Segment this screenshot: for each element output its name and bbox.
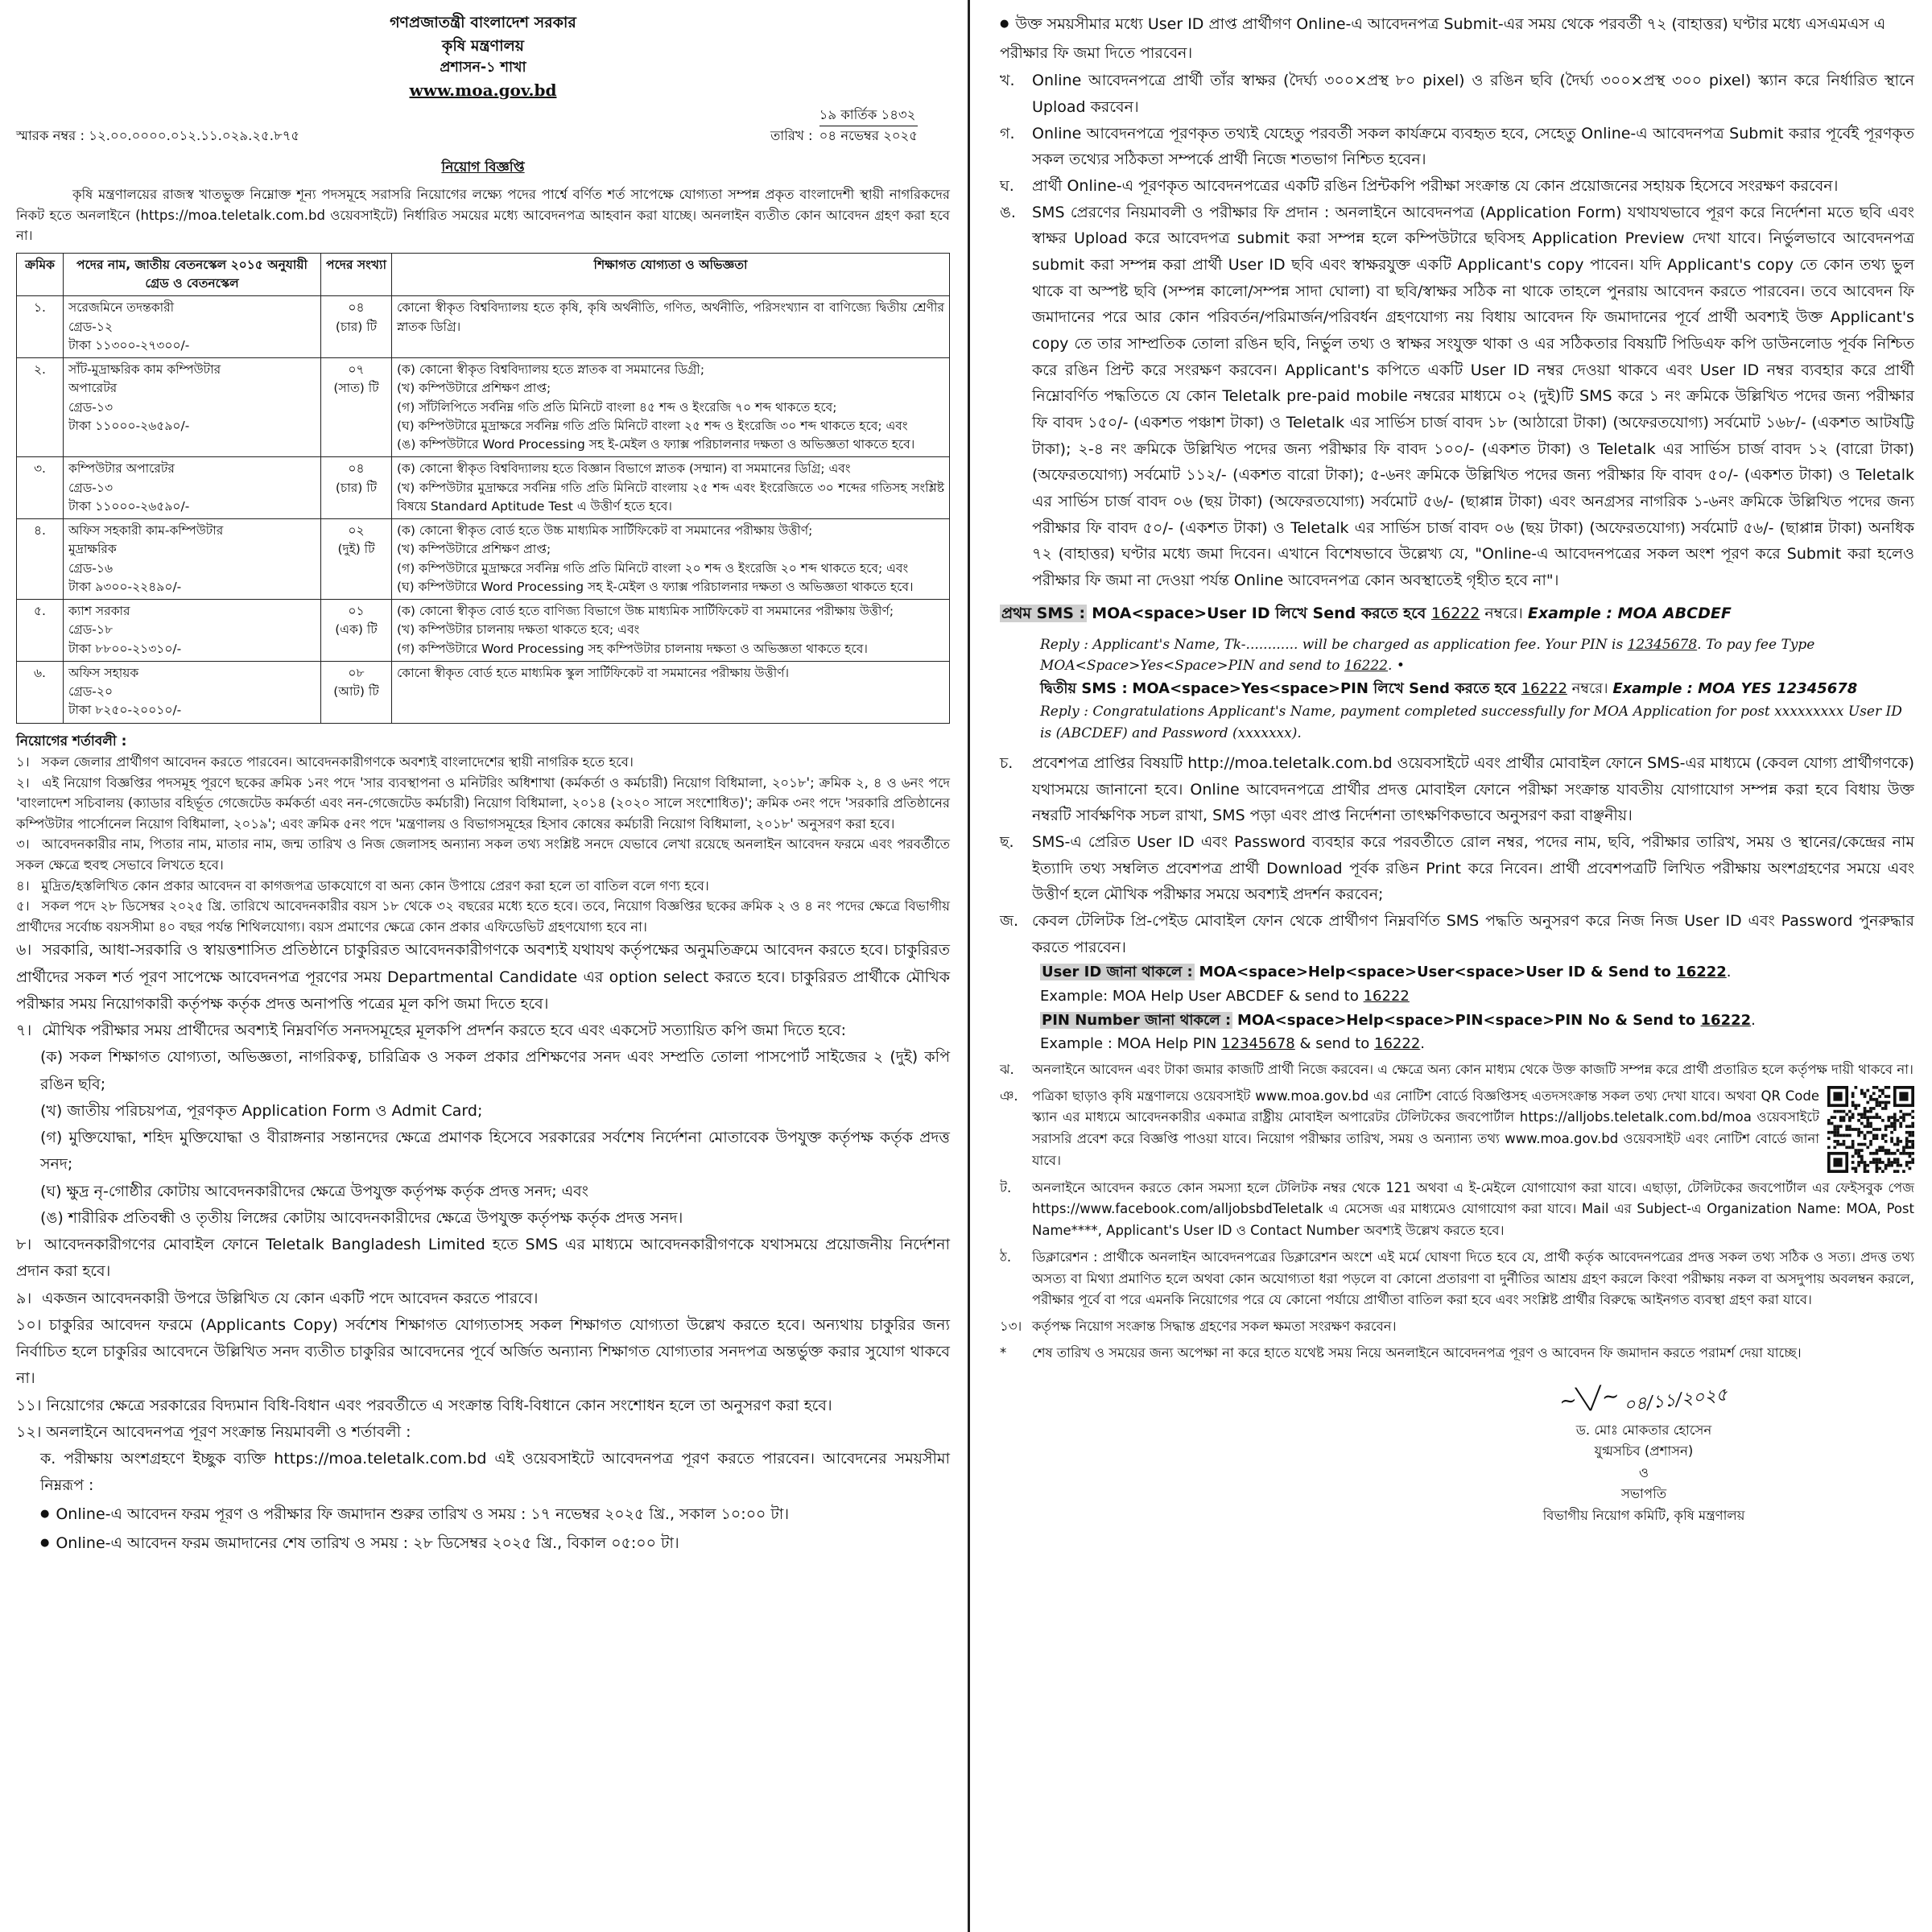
condition-item-number: ৮। xyxy=(16,1236,32,1253)
table-row xyxy=(17,296,950,358)
qualification-line: (খ) কম্পিউটারে প্রশিক্ষণ প্রাপ্ত; xyxy=(397,542,551,557)
signatory-designation: যুগ্মসচিব (প্রশাসন) xyxy=(1594,1443,1694,1459)
misc-rule xyxy=(1000,1247,1914,1311)
misc-rule-text: কর্তৃপক্ষ নিয়োগ সংক্রান্ত সিদ্ধান্ত গ্রহণের সকল ক্ষমতা সংরক্ষণ করবেন। xyxy=(1032,1319,1397,1335)
online-rule-ka: ক. পরীক্ষায় অংশগ্রহণে ইচ্ছুক ব্যক্তি https://moa.teletalk.com.bd এই ওয়েবসাইটে আবেদনপত্র পূরণ করতে পারবেন। আবেদনের সময়সীমা নিম্নরূপ : xyxy=(40,1450,950,1495)
condition-item-number: ১। xyxy=(16,754,30,770)
qualification-cell xyxy=(392,661,950,723)
online-rule-number: খ. xyxy=(1000,72,1015,90)
post-serial: ২. xyxy=(17,358,64,457)
qualification-line: (খ) কম্পিউটার মুদ্রাক্ষরে সর্বনিম্ন গতি প্রতি মিনিটে বাংলায় ২৫ শব্দ এবং ইংরেজিতে ৩০ শব্দের গতিসহ সংশ্লিষ্ট বিষয়ে Standard Aptitude Test এ উত্তীর্ণ হতে হবে। xyxy=(397,480,944,514)
header-post-count: পদের সংখ্যা xyxy=(321,253,392,296)
condition-item-number: ১২। xyxy=(16,1422,42,1441)
condition-item-text: অনলাইনে আবেদনপত্র পূরণ সংক্রান্ত নিয়মাবলী ও শর্তাবলী : xyxy=(46,1422,411,1441)
table-row xyxy=(17,457,950,519)
post-name-line: গ্রেড-১৬ xyxy=(68,560,114,576)
post-count-line: ০২ xyxy=(348,523,365,539)
admit-rule xyxy=(1000,829,1914,908)
misc-rule-text: অনলাইনে আবেদন করতে কোন সমস্যা হলে টেলিটক নম্বর থেকে 121 অথবা এ ই-মেইলে যোগাযোগ করা যাবে। এছাড়া, টেলিটকের জবপোর্টাল এর ফেইসবুক পেজ https://www.facebook.com/alljobsbdTeletalk এ মেসেজ এর মাধ্যমেও যোগাযোগ করা যাবে। Mail এর Subject-এ Organization Name: MOA, Post Name****, Applicant's User ID ও Contact Number অবশ্যই উল্লেখ করতে হবে। xyxy=(1032,1179,1914,1239)
qualification-cell xyxy=(392,457,950,519)
qualification-cell xyxy=(392,296,950,358)
admit-rule xyxy=(1000,750,1914,829)
condition-item-text: আবেদনকারীর নাম, পিতার নাম, মাতার নাম, জন্ম তারিখ ও নিজ জেলাসহ অন্যান্য সকল তথ্য সংশ্লিষ্ট সনদে যেভাবে লেখা রয়েছে অনলাইন আবেদন ফরমে এবং পরবর্তীতে সকল ক্ষেত্রে হুবহু সেভাবে লিখতে হবে। xyxy=(16,836,950,873)
govt-name: গণপ্রজাতন্ত্রী বাংলাদেশ সরকার xyxy=(390,14,576,31)
qualification-line: (ক) কোনো স্বীকৃত বোর্ড হতে উচ্চ মাধ্যমিক সার্টিফিকেট বা সমমানের পরীক্ষায় উত্তীর্ণ; xyxy=(397,523,813,539)
post-name-line: অফিস সহায়ক xyxy=(68,665,139,680)
online-rule xyxy=(1000,68,1914,120)
posts-table-body xyxy=(17,296,950,723)
post-serial: ৪. xyxy=(17,519,64,600)
qualification-line: (ক) কোনো স্বীকৃত বিশ্ববিদ্যালয় হতে বিজ্ঞান বিভাগে স্নাতক (সম্মান) বা সমমানের ডিগ্রি; এবং xyxy=(397,461,851,477)
online-rule-text: SMS প্রেরণের নিয়মাবলী ও পরীক্ষার ফি প্রদান : অনলাইনে আবেদনপত্র (Application Form) যথাযথভাবে পূরণ করে নির্দেশনা মতে ছবি এবং স্বাক্ষর Upload করে আবেদপত্র submit করা সম্পন্ন হলে কম্পিউটারে ছবিসহ Application Preview দেখা যাবে। নির্ভুলভাবে আবেদনপত্র submit করা সম্পন্ন করা প্রার্থী User ID ছবি এবং স্বাক্ষরযুক্ত একটি Applicant's copy পাবেন। যদি Applicant's copy তে কোন তথ্য ভুল থাকে বা অস্পষ্ট ছবি (সম্পন্ন কালো/সম্পন্ন সাদা ঘোলা) বা ছবি/স্বাক্ষর সঠিক না থাকে তাহলে পুনরায় আবেদন করতে পারবেন। তবে আবেদন ফি জমাদানের পরে আর কোন পরিবর্তন/পরিমার্জন/পরিবর্ধন গ্রহণযোগ্য নয় বিধায় আবেদন ফি জমাদানের পূর্বে প্রার্থী অবশ্যই উক্ত Applicant's copy তে তার সাম্প্রতিক তোলা রঙিন ছবি, নির্ভুল তথ্য ও স্বাক্ষর সংযুক্ত থাকা ও এর সঠিকতার বিষয়টি পিডিএফ কপি ডাউনলোড পূর্বক নিশ্চিত করে রঙিন প্রিন্ট করে সংরক্ষণ করবেন। Applicant's কপিতে একটি User ID নম্বর দেওয়া থাকবে এবং User ID নম্বর ব্যবহার করে প্রার্থী নিম্নোবর্ণিত পদ্ধতিতে যে কোন Teletalk pre-paid mobile নম্বরের মাধ্যমে ০২ (দুই)টি SMS করে ১ নং ক্রমিকে উল্লিখিত পদের জন্য পরীক্ষার ফি বাবদ ১৫০/- (একশত পঞ্চাশ টাকা) ও Teletalk এর সার্ভিস চার্জ বাবদ ১৮ (আঠারো টাকা) (অফেরতযোগ্য) সর্বমোট ১৬৮/- (একশত আটষট্টি টাকা); ২-৪ নং ক্রমিকে উল্লিখিত পদের জন্য পরীক্ষার ফি বাবদ ১০০/- (একশত টাকা) ও Teletalk এর সার্ভিস চার্জ বাবদ ১২ (বারো টাকা) (অফেরতযোগ্য) সর্বমোট ১১২/- (একশত বারো টাকা); ৫-৬নং ক্রমিকে উল্লিখিত পদের জন্য পরীক্ষার ফি বাবদ ৫০/- (একশত টাকা) ও Teletalk এর সার্ভিস চার্জ বাবদ ০৬ (ছয় টাকা) (অফেরতযোগ্য) সর্বমোট ৫৬/- (ছাপ্পান্ন টাকা) এবং অনগ্রসর নাগরিক ১-৬নং ক্রমিকে উল্লিখিত পদের জন্য পরীক্ষার ফি বাবদ ৫০/- (একশত টাকা) ও Teletalk এর সার্ভিস চার্জ বাবদ ০৬ (ছয় টাকা) (অফেরতযোগ্য) সর্বমোট ৫৬/- (ছাপ্পান্ন টাকা) অনধিক ৭২ (বাহাত্তর) ঘণ্টার মধ্যে জমা দিবেন। এখানে বিশেষভাবে উল্লেখ্য যে, "Online-এ আবেদনপত্রের সকল অংশ পূরণ করে Submit করা হলেও পরীক্ষার ফি জমা না দেওয়া পর্যন্ত Online আবেদনপত্র কোন অবস্থাতেই গৃহীত হবে না"। xyxy=(1032,203,1914,589)
post-name-line: ক্যাশ সরকার xyxy=(68,604,130,619)
table-row xyxy=(17,519,950,600)
qualification-cell xyxy=(392,519,950,600)
online-rule-text: প্রার্থী Online-এ পূরণকৃত আবেদনপত্রের একটি রঙিন প্রিন্টকপি পরীক্ষা সংক্রান্ত যে কোন প্রয়োজনের সহায়ক হিসেবে সংরক্ষণ করবেন। xyxy=(1032,176,1839,195)
signatory-role: সভাপতি xyxy=(1620,1486,1667,1502)
ministry-name: কৃষি মন্ত্রণালয় xyxy=(442,36,524,55)
misc-rule xyxy=(1000,1059,1914,1081)
document-requirement: (ঘ) ক্ষুদ্র নৃ-গোষ্ঠীর কোটায় আবেদনকারীদের ক্ষেত্রে উপযুক্ত কর্তৃপক্ষ কর্তৃক প্রদত্ত সনদ; এবং xyxy=(40,1182,588,1200)
sms-deadline-note: ● উক্ত সময়সীমার মধ্যে User ID প্রাপ্ত প্রার্থীগণ Online-এ আবেদনপত্র Submit-এর সময় থেকে পরবর্তী ৭২ (বাহাত্তর) ঘণ্টার মধ্যে এসএমএস এ পরীক্ষার ফি জমা দিতে পারবেন। xyxy=(1000,10,1914,68)
condition-item-number: ৩। xyxy=(16,836,30,852)
admit-rule-number: চ. xyxy=(1000,753,1013,772)
first-sms: প্রথম SMS : MOA<space>User ID লিখে Send করতে হবে 16222 নম্বরে। Example : MOA ABCDEF xyxy=(1001,604,1732,622)
post-name-line: গ্রেড-১৮ xyxy=(68,622,114,638)
misc-rule-text: অনলাইনে আবেদন এবং টাকা জমার কাজটি প্রার্থী নিজে করবেন। এ ক্ষেত্রে অন্য কোন মাধ্যম থেকে উক্ত কাজটি সম্পন্ন করে প্রার্থী প্রতারিত হলে কর্তৃপক্ষ দায়ী থাকবে না। xyxy=(1032,1062,1913,1078)
condition-item xyxy=(16,834,950,875)
condition-item-number: ৬। xyxy=(16,941,32,960)
pin-recovery: PIN Number জানা থাকলে : MOA<space>Help<space>PIN<space>PIN No & Send to 16222. xyxy=(1042,1011,1756,1029)
post-name-cell xyxy=(64,457,321,519)
post-name-line: টাকা ১১০০০-২৬৫৯০/- xyxy=(68,418,190,433)
signatory-and: ও xyxy=(1638,1464,1649,1480)
admit-rule-number: ছ. xyxy=(1000,832,1014,851)
post-serial: ১. xyxy=(17,296,64,358)
post-name-line: কম্পিউটার অপারেটর xyxy=(68,461,175,477)
condition-item xyxy=(16,1018,950,1044)
post-name-cell xyxy=(64,661,321,723)
schedule-list xyxy=(16,1500,950,1558)
qualification-line: (ঘ) কম্পিউটারে মুদ্রাক্ষরে সর্বনিম্ন গতি প্রতি মিনিটে বাংলা ২৫ শব্দ ও ইংরেজি ৩০ শব্দ থাকতে হবে; এবং xyxy=(397,418,908,433)
qualification-line: (খ) কম্পিউটার চালনায় দক্ষতা থাকতে হবে; এবং xyxy=(397,622,640,638)
conditions-title: নিয়োগের শর্তাবলী : xyxy=(16,733,127,749)
intro-paragraph: কৃষি মন্ত্রণালয়ের রাজস্ব খাতভুক্ত নিম্নোক্ত শূন্য পদসমূহে সরাসরি নিয়োগের লক্ষ্যে পদের পার্শ্বে বর্ণিত শর্ত সাপেক্ষে যোগ্যতা সম্পন্ন প্রকৃত বাংলাদেশী স্থায়ী নাগরিকদের নিকট হতে অনলাইনে (https://moa.teletalk.com.bd ওয়েবসাইটে) নির্ধারিত সময়ের মধ্যে আবেদনপত্র আহবান করা যাচ্ছে। অনলাইন ব্যতীত কোন আবেদন গ্রহণ করা হবে না। xyxy=(16,187,950,244)
qualification-line: (ঘ) কম্পিউটারে Word Processing সহ ই-মেইল ও ফ্যাক্স পরিচালনার দক্ষতা ও অভিজ্ঞতা থাকতে হবে। xyxy=(397,579,914,594)
post-serial: ৫. xyxy=(17,600,64,662)
qualification-line: (খ) কম্পিউটারে প্রশিক্ষণ প্রাপ্ত; xyxy=(397,381,551,396)
table-header-row xyxy=(17,253,950,296)
post-count-line: ০১ xyxy=(348,604,365,619)
qualification-cell xyxy=(392,358,950,457)
misc-rule xyxy=(1000,1316,1914,1338)
post-name-line: টাকা ৮২৫০-২০০১০/- xyxy=(68,703,182,718)
post-count-cell xyxy=(321,661,392,723)
misc-rule-text: শেষ তারিখ ও সময়ের জন্য অপেক্ষা না করে হাতে যথেষ্ট সময় নিয়ে অনলাইনে আবেদনপত্র পূরণ ও আবেদন ফি জমাদান করতে পরামর্শ দেয়া যাচ্ছে। xyxy=(1032,1344,1802,1360)
conditions-list-large xyxy=(16,937,950,1044)
post-count-cell xyxy=(321,358,392,457)
date-english: ০৪ নভেম্বর ২০২৫ xyxy=(819,128,918,143)
post-count-line: (সাত) টি xyxy=(333,381,379,396)
admit-rule xyxy=(1000,908,1914,960)
post-count-line: ০৮ xyxy=(348,665,365,680)
post-count-line: ০৪ xyxy=(348,300,365,316)
condition-item xyxy=(16,1419,950,1446)
condition-item-number: ৪। xyxy=(16,877,30,894)
condition-item-text: মৌখিক পরীক্ষার সময় প্রার্থীদের অবশ্যই নিম্নবর্ণিত সনদসমূহের মূলকপি প্রদর্শন করতে হবে এবং একসেট সত্যায়িত কপি জমা দিতে হবে: xyxy=(42,1022,846,1039)
header-qualification: শিক্ষাগত যোগ্যতা ও অভিজ্ঞতা xyxy=(392,253,950,296)
right-column xyxy=(976,0,1932,1932)
online-rule xyxy=(1000,173,1914,200)
post-serial: ৬. xyxy=(17,661,64,723)
condition-item-text: সকল পদে ২৮ ডিসেম্বর ২০২৫ খ্রি. তারিখে আবেদনকারীর বয়স ১৮ থেকে ৩২ বছরের মধ্যে হতে হবে। তবে, নিয়োগ বিজ্ঞপ্তির ছকের ক্রমিক ২ ও ৪ নং পদের ক্ষেত্রে বিভাগীয় প্রার্থীদের সর্বোচ্চ বয়সসীমা ৪০ বছর পর্যন্ত শিথিলযোগ্য। বয়স প্রমাণের ক্ষেত্রে কোন প্রকার এফিডেভিট গ্রহণযোগ্য হবে না। xyxy=(16,898,951,935)
misc-rule-number: ঝ. xyxy=(1000,1062,1014,1078)
online-rule-number: গ. xyxy=(1000,124,1015,142)
condition-item-text: আবেদনকারীগণের মোবাইল ফোনে Teletalk Bangladesh Limited হতে SMS এর মাধ্যমে আবেদনকারীগণকে যথাসময়ে প্রয়োজনীয় নির্দেশনা প্রদান করা হবে। xyxy=(16,1236,951,1281)
misc-rules-list xyxy=(1000,1059,1914,1364)
online-rules-list xyxy=(1000,68,1914,593)
first-sms-reply: Reply : Applicant's Name, Tk-............ will be charged as application fee. Your PIN is 12345678. To pay fee Type MOA<Space>Yes<Space>PIN and send to 16222. • xyxy=(1040,636,1815,675)
misc-rule-number: ট. xyxy=(1000,1179,1012,1195)
post-name-cell xyxy=(64,600,321,662)
post-name-line: অফিস সহকারী কাম-কম্পিউটার xyxy=(68,523,224,539)
second-sms-label: দ্বিতীয় SMS : xyxy=(1040,679,1128,697)
post-count-cell xyxy=(321,519,392,600)
online-rule-text: Online আবেদনপত্রে পূরণকৃত তথ্যই যেহেতু পরবর্তী সকল কার্যক্রমে ব্যবহৃত হবে, সেহেতু Online-এ আবেদনপত্র Submit করার পূর্বেই পূরণকৃত সকল তথ্যের সঠিকতা সম্পর্কে প্রার্থী নিজে শতভাগ নিশ্চিত হবেন। xyxy=(1032,124,1914,169)
post-name-line: টাকা ১১০০০-২৬৫৯০/- xyxy=(68,498,190,514)
condition-item-number: ১০। xyxy=(16,1315,42,1334)
post-name-cell xyxy=(64,358,321,457)
online-rule-number: ঙ. xyxy=(1000,203,1016,221)
admit-rule-text: SMS-এ প্রেরিত User ID এবং Password ব্যবহার করে পরবর্তীতে রোল নম্বর, পদের নাম, ছবি, পরীক্ষার তারিখ, সময় ও স্থানের/কেন্দ্রের নাম ইত্যাদি তথ্য সম্বলিত প্রবেশপত্র প্রার্থী Download পূর্বক রঙিন Print করে নিবেন। প্রার্থী প্রবেশপত্রটি লিখিত পরীক্ষায় অংশগ্রহণের সময়ে এবং উত্তীর্ণ হলে মৌখিক পরীক্ষার সময়ে অবশ্যই প্রদর্শন করবেন; xyxy=(1032,832,1914,904)
condition-item xyxy=(16,876,950,897)
second-sms: দ্বিতীয় SMS : MOA<space>Yes<space>PIN লিখে Send করতে হবে 16222 নম্বরে। Example : MOA YES 12345678 xyxy=(1040,679,1858,697)
second-sms-reply: Reply : Congratulations Applicant's Name, payment completed successfully for MOA Application for post xxxxxxxxx User ID is (ABCDEF) and Password (xxxxxxx). xyxy=(1040,704,1902,741)
qr-code-icon[interactable] xyxy=(1827,1086,1914,1173)
condition-item xyxy=(16,1312,950,1393)
condition-item-text: নিয়োগের ক্ষেত্রে সরকারের বিদ্যমান বিধি-বিধান এবং পরবর্তীতে এ সংক্রান্ত বিধি-বিধানে কোন সংশোধন হলে তা অনুসরণ করা হবে। xyxy=(46,1396,832,1414)
signature-date: ০৪/১১/২০২৫ xyxy=(1623,1385,1729,1417)
document-requirement: (ক) সকল শিক্ষাগত যোগ্যতা, অভিজ্ঞতা, নাগরিকত্ব, চারিত্রিক ও সকল প্রকার প্রশিক্ষণের সনদ এবং সম্প্রতি তোলা পাসপোর্ট সাইজের ২ (দুই) কপি রঙিন ছবি; xyxy=(40,1048,950,1093)
misc-rule-number: ঞ. xyxy=(1000,1088,1018,1104)
first-sms-label: প্রথম SMS : xyxy=(1001,604,1086,622)
online-rule xyxy=(1000,200,1914,594)
memo-number: স্মারক নম্বর : ১২.০০.০০০০.০১২.১১.০২৯.২৫.৮৭৫ xyxy=(16,128,300,143)
condition-item-text: চাকুরির আবেদন ফরমে (Applicants Copy) সর্বশেষ শিক্ষাগত যোগ্যতাসহ সকল শিক্ষাগত যোগ্যতা উল্লেখ করতে হবে। অন্যথায় চাকুরির জন্য নির্বাচিত হলে চাকুরির আবেদনে উল্লিখিত সনদ ব্যতীত চাকুরির আবেদনের পূর্বে অর্জিত অন্যান্য শিক্ষাগত যোগ্যতার সনদপত্র অন্তর্ভুক্ত করার সুযোগ থাকবে না। xyxy=(16,1315,950,1388)
condition-item-text: সরকারি, আধা-সরকারি ও স্বায়ত্তশাসিত প্রতিষ্ঠানে চাকুরিরত আবেদনকারীগণকে অবশ্যই যথাযথ কর্তৃপক্ষের অনুমতিক্রমে আবেদন করতে হবে। চাকুরিরত প্রার্থীদের সকল শর্ত পূরণ সাপেক্ষে আবেদনপত্র পূরণের সময় Departmental Candidate এর option select করতে হবে। চাকুরিরত প্রার্থীকে মৌখিক পরীক্ষার সময় নিয়োগকারী কর্তৃপক্ষ কর্তৃক প্রদত্ত অনাপত্তি পত্রের মূল কপি জমা দিতে হবে। xyxy=(16,941,950,1013)
post-name-line: টাকা ৯৩০০-২২৪৯০/- xyxy=(68,579,182,594)
qualification-line: (ঙ) কম্পিউটারে Word Processing সহ ই-মেইল ও ফ্যাক্স পরিচালনার দক্ষতা ও অভিজ্ঞতা থাকতে হবে। xyxy=(397,437,915,452)
condition-item-number: ৭। xyxy=(16,1022,32,1039)
user-id-recovery: User ID জানা থাকলে : MOA<space>Help<space>User<space>User ID & Send to 16222. xyxy=(1042,964,1732,981)
post-count-line: ০৭ xyxy=(348,362,365,378)
website-link[interactable]: www.moa.gov.bd xyxy=(409,80,557,101)
header-serial: ক্রমিক xyxy=(17,253,64,296)
post-count-line: ০৪ xyxy=(348,461,365,477)
condition-item-text: সকল জেলার প্রার্থীগণ আবেদন করতে পারবেন। আবেদনকারীগণকে অবশ্যই বাংলাদেশের স্থায়ী নাগরিক হতে হবে। xyxy=(41,754,634,770)
condition-7-items xyxy=(16,1044,950,1232)
table-row xyxy=(17,661,950,723)
condition-item xyxy=(16,937,950,1018)
post-name-line: মুদ্রাক্ষরিক xyxy=(68,542,117,557)
schedule-end: ● Online-এ আবেদন ফরম জমাদানের শেষ তারিখ ও সময় : ২৮ ডিসেম্বর ২০২৫ খ্রি., বিকাল ০৫:০০ টা। xyxy=(40,1529,950,1558)
post-count-cell xyxy=(321,296,392,358)
qualification-line: (ক) কোনো স্বীকৃত বিশ্ববিদ্যালয় হতে স্নাতক বা সমমানের ডিগ্রী; xyxy=(397,362,705,378)
date-bangla: ১৯ কার্তিক ১৪৩২ xyxy=(819,105,918,126)
posts-table xyxy=(16,253,950,724)
post-name-line: সাঁট-মুদ্রাক্ষরিক কাম কম্পিউটার xyxy=(68,362,221,378)
misc-rule-text: পত্রিকা ছাড়াও কৃষি মন্ত্রণালয়ে ওয়েবসাইট www.moa.gov.bd এর নোটিশ বোর্ডে বিজ্ঞপ্তিসহ এতদসংক্রান্ত সকল তথ্য দেখা যাবে। অথবা QR Code স্ক্যান এর মাধ্যমে আবেদনকারীর একমাত্র রাষ্ট্রীয় মোবাইল অপারেটর টেলিটকের জবপোর্টাল https://alljobs.teletalk.com.bd/moa ওয়েবসাইটে সরাসরি প্রবেশ করে বিজ্ঞপ্তি পাওয়া যাবে। নিয়োগ পরীক্ষার তারিখ, সময় ও অন্যান্য তথ্য www.moa.gov.bd ওয়েবসাইট এবং নোটিশ বোর্ডে জানা যাবে। xyxy=(1032,1088,1819,1168)
condition-item xyxy=(16,1393,950,1419)
schedule-start: ● Online-এ আবেদন ফরম পূরণ ও পরীক্ষার ফি জমাদান শুরুর তারিখ ও সময় : ১৭ নভেম্বর ২০২৫ খ্রি., সকাল ১০:০০ টা। xyxy=(40,1500,950,1529)
memo-row xyxy=(16,105,950,147)
qualification-line: কোনো স্বীকৃত বোর্ড হতে মাধ্যমিক স্কুল সার্টিফিকেট বা সমমানের পরীক্ষায় উত্তীর্ণ। xyxy=(397,665,790,680)
misc-rule-number: ঠ. xyxy=(1000,1249,1012,1265)
header-post-name: পদের নাম, জাতীয় বেতনস্কেল ২০১৫ অনুযায়ী গ্রেড ও বেতনস্কেল xyxy=(64,253,321,296)
user-id-example: Example: MOA Help User ABCDEF & send to 16222 xyxy=(1040,987,1410,1005)
recovery-commands xyxy=(1040,960,1914,1056)
online-rule-text: Online আবেদনপত্রে প্রার্থী তাঁর স্বাক্ষর (দৈর্ঘ্য ৩০০×প্রস্থ ৮০ pixel) ও রঙিন ছবি (দৈর্ঘ্য ৩০০×প্রস্থ ৩০০ pixel) স্ক্যান করে নির্ধারিত স্থানে Upload করবেন। xyxy=(1032,72,1914,116)
table-row xyxy=(17,358,950,457)
condition-item-text: এই নিয়োগ বিজ্ঞপ্তির পদসমূহ পূরণে ছকের ক্রমিক ১নং পদে 'সার ব্যবস্থাপনা ও মনিটরিং অধিশাখা (কর্মকর্তা ও কর্মচারী) নিয়োগ বিধিমালা, ২০১৮'; ক্রমিক ২, ৪ ও ৬নং পদে 'বাংলাদেশ সচিবালয় (ক্যাডার বহির্ভূত গেজেটেড কর্মকর্তা এবং নন-গেজেটেড কর্মচারী) নিয়োগ বিধিমালা, ২০১৪ (২০২০ সালে সংশোধিত)'; ক্রমিক ৩নং পদে 'সরকারি প্রতিষ্ঠানের কম্পিউটার পার্সোনেল নিয়োগ বিধিমালা, ২০১৯'; এবং ক্রমিক ৫নং পদে 'মন্ত্রণালয় ও বিভাগসমূহের হিসাব কোষের কর্মচারী নিয়োগ বিধিমালা, ২০১৮' অনুসরণ করা হবে। xyxy=(16,774,951,832)
online-rule-number: ঘ. xyxy=(1000,176,1014,195)
post-name-line: সরেজমিনে তদন্তকারী xyxy=(68,300,175,316)
post-count-line: (চার) টি xyxy=(335,480,378,495)
admit-rule-text: কেবল টেলিটক প্রি-পেইড মোবাইল ফোন থেকে প্রার্থীগণ নিম্নবর্ণিত SMS পদ্ধতি অনুসরণ করে নিজ নিজ User ID এবং Password পুনরুদ্ধার করতে পারবেন। xyxy=(1032,911,1914,956)
post-name-line: অপারেটর xyxy=(68,381,118,396)
post-name-cell xyxy=(64,296,321,358)
misc-rule xyxy=(1000,1343,1914,1364)
post-count-line: (আট) টি xyxy=(333,684,379,700)
condition-item xyxy=(16,896,950,937)
condition-item-number: ২। xyxy=(16,774,30,791)
conditions-list-rest xyxy=(16,1232,950,1446)
conditions-list xyxy=(16,752,950,937)
condition-item xyxy=(16,1286,950,1312)
post-name-line: গ্রেড-১২ xyxy=(68,319,114,334)
date-label: তারিখ : xyxy=(770,128,813,143)
misc-rule xyxy=(1000,1086,1914,1173)
qualification-line: (গ) কম্পিউটারে মুদ্রাক্ষরে সর্বনিম্ন গতি প্রতি মিনিটে বাংলা ২০ শব্দ ও ইংরেজি ২০ শব্দ থাকতে হবে; এবং xyxy=(397,560,909,576)
signature-mark: ~╲╱~ xyxy=(1558,1384,1621,1415)
misc-rule xyxy=(1000,1178,1914,1242)
misc-rule-number: ১৩। xyxy=(1000,1319,1022,1335)
post-name-line: টাকা ১১৩০০-২৭৩০০/- xyxy=(68,337,190,353)
qualification-line: (গ) সাঁটলিপিতে সর্বনিম্ন গতি প্রতি মিনিটে বাংলা ৪৫ শব্দ ও ইংরেজি ৭০ শব্দ থাকতে হবে; xyxy=(397,399,837,415)
admit-rules-list xyxy=(1000,750,1914,960)
admit-rule-number: জ. xyxy=(1000,911,1019,930)
qualification-line: (গ) কম্পিউটারে Word Processing সহ কম্পিউটার চালনায় দক্ষতা ও অভিজ্ঞতা থাকতে হবে। xyxy=(397,641,868,656)
qualification-line: কোনো স্বীকৃত বিশ্ববিদ্যালয় হতে কৃষি, কৃষি অর্থনীতি, গণিত, অর্থনীতি, পরিসংখ্যান বা বাণিজ্যে দ্বিতীয় শ্রেণীর স্নাতক ডিগ্রি। xyxy=(397,300,944,334)
qualification-cell xyxy=(392,600,950,662)
letterhead xyxy=(16,11,950,102)
online-rule xyxy=(1000,121,1914,173)
post-count-cell xyxy=(321,457,392,519)
document-requirement: (খ) জাতীয় পরিচয়পত্র, পূরণকৃত Application Form ও Admit Card; xyxy=(40,1101,483,1120)
post-count-line: (এক) টি xyxy=(335,622,378,638)
condition-item xyxy=(16,752,950,773)
condition-item-number: ১১। xyxy=(16,1396,42,1414)
signature xyxy=(1467,1383,1821,1417)
admit-rule-text: প্রবেশপত্র প্রাপ্তির বিষয়টি http://moa.teletalk.com.bd ওয়েবসাইটে এবং প্রার্থীর মোবাইল ফোনে SMS-এর মাধ্যমে (কেবল যোগ্য প্রার্থীগণকে) যথাসময়ে জানানো হবে। Online আবেদনপত্রে প্রার্থীর প্রদত্ত মোবাইল ফোনে পরীক্ষা সংক্রান্ত যাবতীয় যোগাযোগ সম্পন্ন করা হবে বিধায় উক্ত নম্বরটি সার্বক্ষণিক সচল রাখা, SMS পড়া এবং প্রাপ্ত নির্দেশনা তাৎক্ষণিকভাবে অনুসরণ করা বাঞ্ছনীয়। xyxy=(1032,753,1914,825)
branch-name: প্রশাসন-১ শাখা xyxy=(440,60,526,76)
document-requirement: (গ) মুক্তিযোদ্ধা, শহিদ মুক্তিযোদ্ধা ও বীরাঙ্গনার সন্তানদের ক্ষেত্রে প্রমাণক হিসেবে সরকারের সর্বশেষ নির্দেশনা মোতাবেক উপযুক্ত কর্তৃপক্ষ কর্তৃক প্রদত্ত সনদ; xyxy=(40,1129,950,1174)
post-name-line: গ্রেড-১৩ xyxy=(68,399,114,415)
post-serial: ৩. xyxy=(17,457,64,519)
misc-rule-number: * xyxy=(1000,1344,1007,1360)
condition-item xyxy=(16,773,950,835)
signatory-committee: বিভাগীয় নিয়োগ কমিটি, কৃষি মন্ত্রণালয় xyxy=(1542,1507,1745,1523)
misc-rule-text: ডিক্লারেশন : প্রার্থীকে অনলাইন আবেদনপত্রের ডিক্লারেশন অংশে এই মর্মে ঘোষণা দিতে হবে যে, প্রার্থী কর্তৃক আবেদনপত্রের প্রদত্ত সকল তথ্য সঠিক ও সত্য। প্রদত্ত তথ্য অসত্য বা মিথ্যা প্রমাণিত হলে অথবা কোন অযোগ্যতা ধরা পড়লে বা কোনো প্রতারণা বা দুর্নীতির আশ্রয় গ্রহণ করলে কিংবা পরীক্ষায় নকল বা অসদুপায় অবলম্বন করলে, পরীক্ষার পূর্বে বা পরে এমনকি নিয়োগের পরে যে কোনো পর্যায়ে প্রার্থীতা বাতিল করা হবে এবং সংশ্লিষ্ট প্রার্থীর বিরুদ্ধে আইনগত ব্যবস্থা গ্রহণ করা যাবে। xyxy=(1032,1249,1914,1308)
post-name-line: গ্রেড-১৩ xyxy=(68,480,114,495)
qualification-line: (ক) কোনো স্বীকৃত বোর্ড হতে বাণিজ্য বিভাগে উচ্চ মাধ্যমিক সার্টিফিকেট বা সমমানের পরীক্ষায় উত্তীর্ণ; xyxy=(397,604,894,619)
post-count-line: (দুই) টি xyxy=(337,542,375,557)
post-name-line: গ্রেড-২০ xyxy=(68,684,114,700)
condition-item-number: ৫। xyxy=(16,898,30,914)
condition-item-text: একজন আবেদনকারী উপরে উল্লিখিত যে কোন একটি পদে আবেদন করতে পারবে। xyxy=(42,1289,539,1307)
post-count-line: (চার) টি xyxy=(335,319,378,334)
pin-example: Example : MOA Help PIN 12345678 & send to 16222. xyxy=(1040,1035,1426,1053)
condition-item-number: ৯। xyxy=(16,1289,32,1307)
table-row xyxy=(17,600,950,662)
document-requirement: (ঙ) শারীরিক প্রতিবন্ধী ও তৃতীয় লিঙ্গের কোটায় আবেদনকারীদের ক্ষেত্রে উপযুক্ত কর্তৃপক্ষ কর্তৃক প্রদত্ত সনদ। xyxy=(40,1208,683,1227)
post-name-cell xyxy=(64,519,321,600)
condition-item xyxy=(16,1232,950,1286)
date-box xyxy=(819,105,918,147)
post-name-line: টাকা ৮৮০০-২১৩১০/- xyxy=(68,641,182,656)
condition-item-text: মুদ্রিত/হস্তলিখিত কোন প্রকার আবেদন বা কাগজপত্র ডাকযোগে বা অন্য কোন উপায়ে প্রেরণ করা হলে তা বাতিল বলে গণ্য হবে। xyxy=(41,877,709,894)
post-count-cell xyxy=(321,600,392,662)
notice-title: নিয়োগ বিজ্ঞপ্তি xyxy=(441,159,525,175)
signature-block xyxy=(1467,1383,1821,1526)
signatory-name: ড. মোঃ মোকতার হোসেন xyxy=(1575,1422,1712,1439)
